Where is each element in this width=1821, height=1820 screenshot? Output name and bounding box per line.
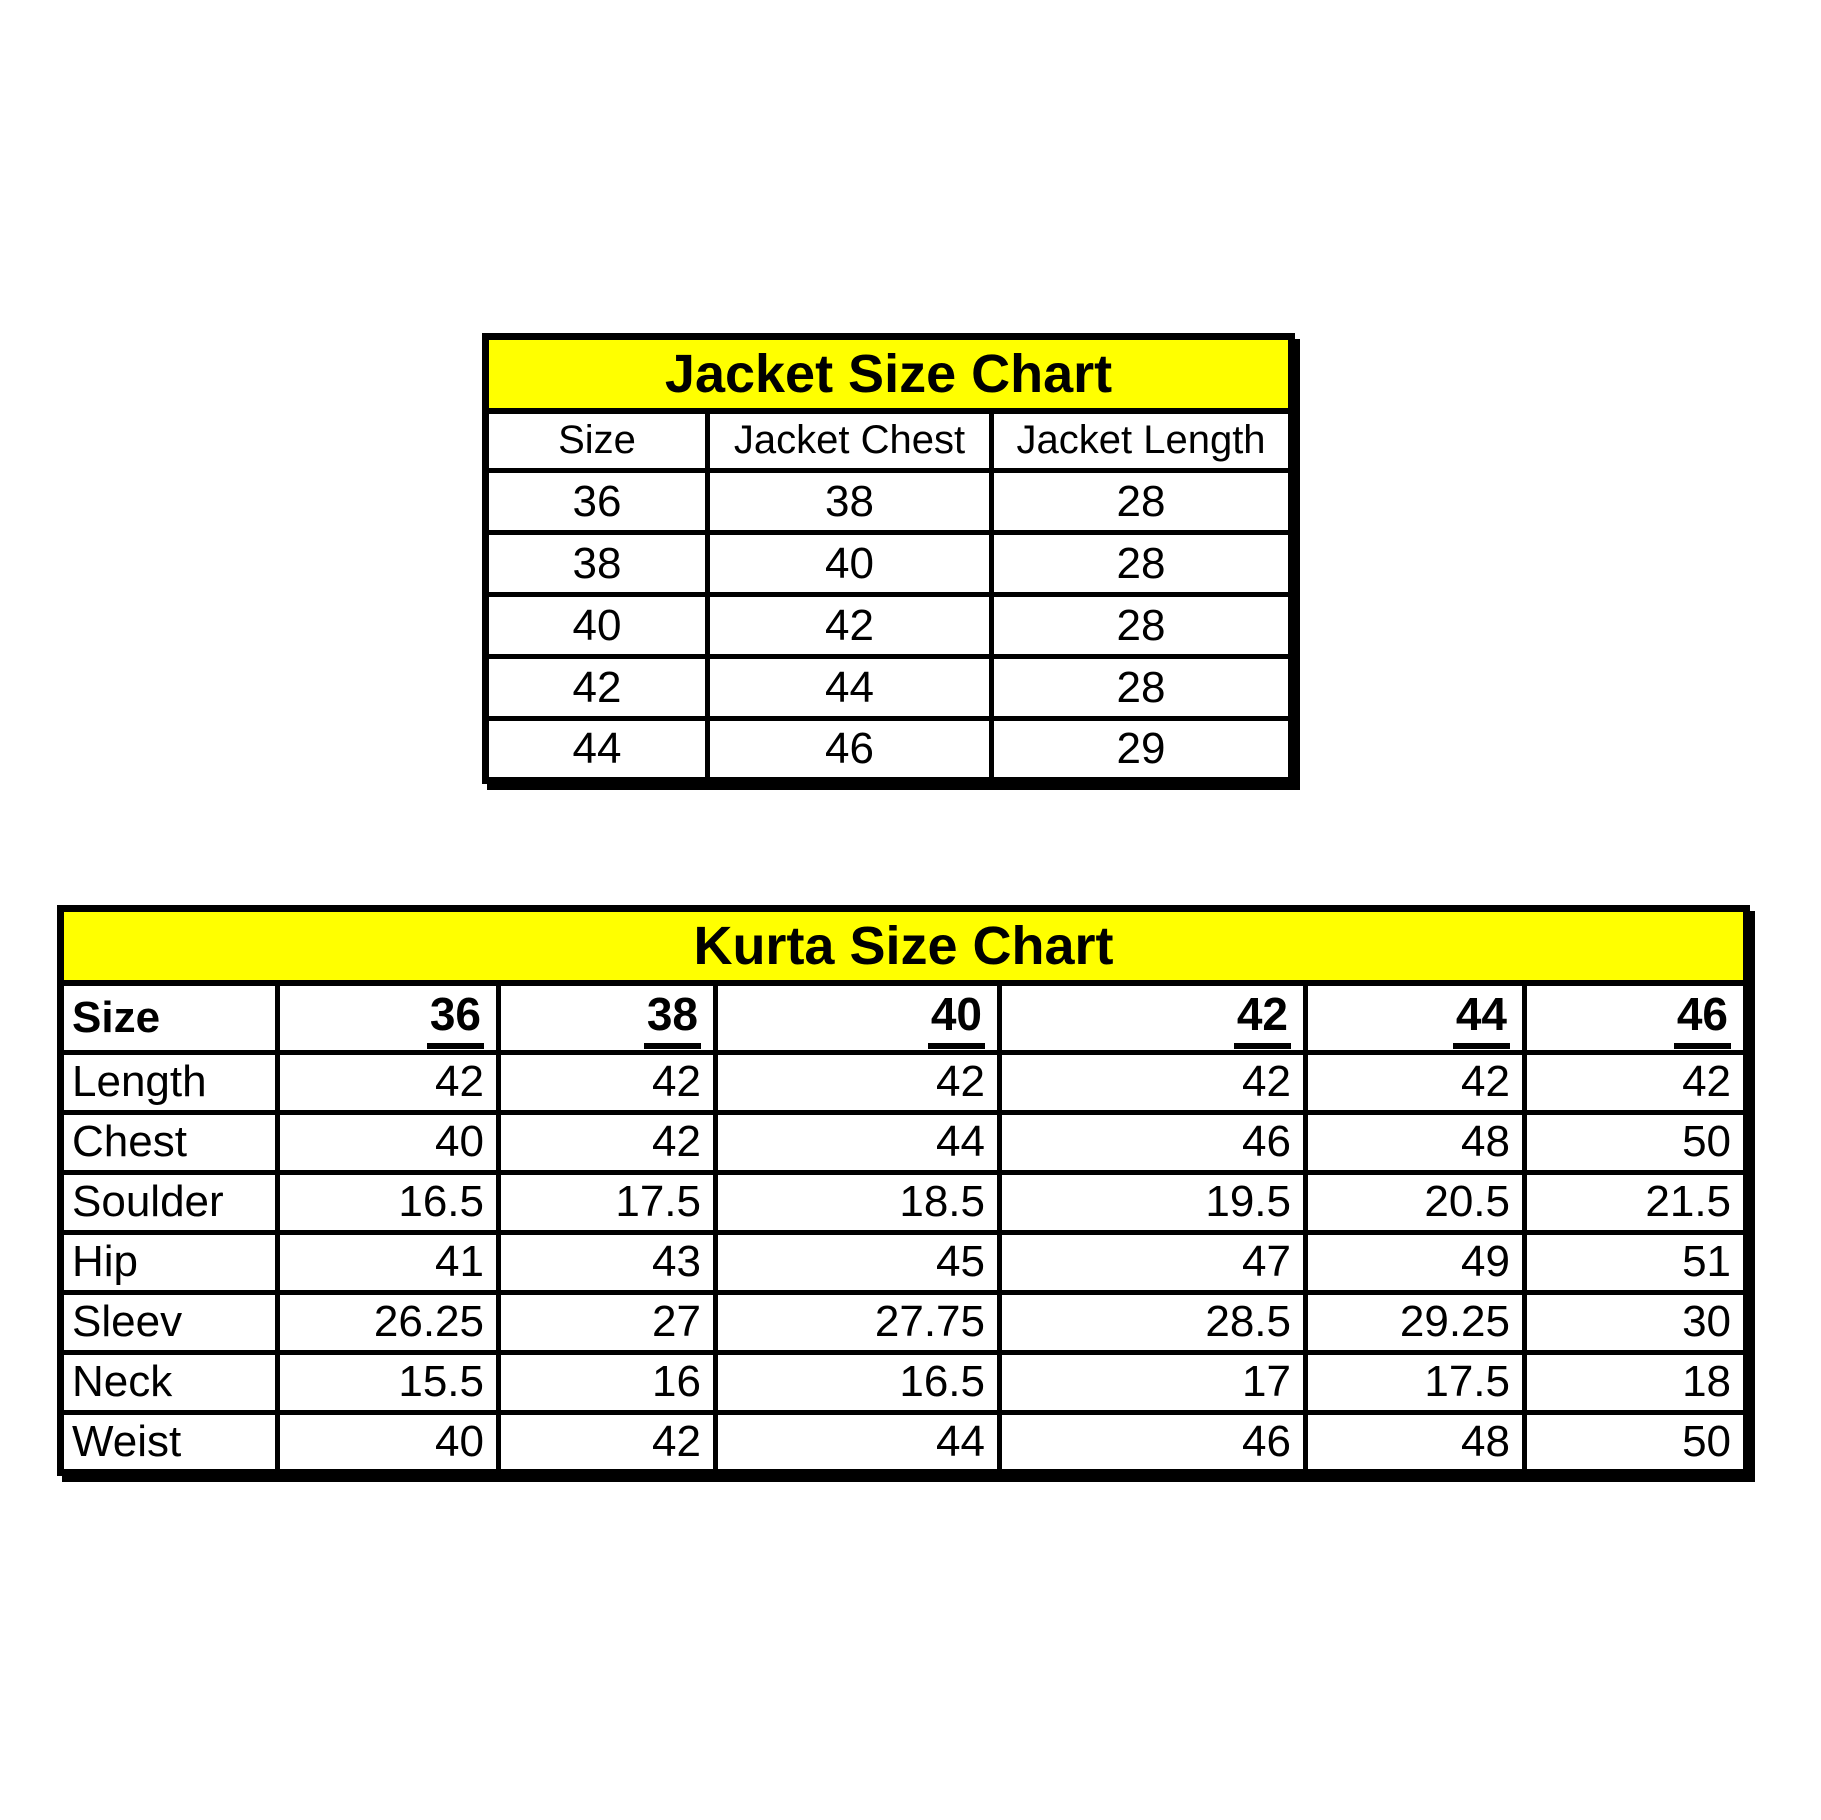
kurta-cell: 42 bbox=[1000, 1052, 1306, 1112]
kurta-size-header-cell bbox=[1000, 983, 1306, 1053]
kurta-cell: 16.5 bbox=[716, 1352, 1000, 1412]
kurta-size-header-cell bbox=[278, 983, 499, 1053]
jacket-cell: 36 bbox=[486, 471, 708, 533]
kurta-cell: 44 bbox=[716, 1412, 1000, 1472]
kurta-row-label: Soulder bbox=[61, 1172, 278, 1232]
kurta-row-label: Sleev bbox=[61, 1292, 278, 1352]
jacket-cell: 40 bbox=[486, 595, 708, 657]
jacket-size-chart-table bbox=[482, 333, 1295, 784]
jacket-cell: 28 bbox=[992, 657, 1292, 719]
kurta-cell: 42 bbox=[1306, 1052, 1525, 1112]
kurta-cell: 44 bbox=[716, 1112, 1000, 1172]
kurta-cell: 17.5 bbox=[1306, 1352, 1525, 1412]
jacket-cell: 44 bbox=[708, 657, 992, 719]
kurta-cell: 27.75 bbox=[716, 1292, 1000, 1352]
kurta-cell: 18.5 bbox=[716, 1172, 1000, 1232]
kurta-table-row bbox=[61, 1112, 1747, 1172]
kurta-cell: 51 bbox=[1525, 1232, 1747, 1292]
kurta-cell: 41 bbox=[278, 1232, 499, 1292]
jacket-col-header-chest: Jacket Chest bbox=[708, 411, 992, 471]
jacket-col-header-length: Jacket Length bbox=[992, 411, 1292, 471]
kurta-cell: 47 bbox=[1000, 1232, 1306, 1292]
kurta-table-row bbox=[61, 1052, 1747, 1112]
kurta-size-value: 42 bbox=[1234, 987, 1291, 1049]
kurta-cell: 27 bbox=[499, 1292, 716, 1352]
jacket-cell: 28 bbox=[992, 595, 1292, 657]
kurta-table-row bbox=[61, 1292, 1747, 1352]
kurta-cell: 40 bbox=[278, 1412, 499, 1472]
jacket-cell: 42 bbox=[708, 595, 992, 657]
kurta-cell: 16 bbox=[499, 1352, 716, 1412]
jacket-table-row bbox=[486, 471, 1292, 533]
jacket-chart-header-row bbox=[486, 411, 1292, 471]
kurta-cell: 42 bbox=[499, 1052, 716, 1112]
kurta-cell: 50 bbox=[1525, 1412, 1747, 1472]
kurta-size-header-cell bbox=[1306, 983, 1525, 1053]
kurta-cell: 42 bbox=[499, 1112, 716, 1172]
jacket-cell: 29 bbox=[992, 719, 1292, 781]
kurta-table-row bbox=[61, 1172, 1747, 1232]
kurta-size-header-cell bbox=[499, 983, 716, 1053]
kurta-cell: 50 bbox=[1525, 1112, 1747, 1172]
kurta-size-value: 38 bbox=[644, 987, 701, 1049]
kurta-chart-title: Kurta Size Chart bbox=[61, 909, 1747, 983]
kurta-size-value: 36 bbox=[427, 987, 484, 1049]
kurta-cell: 43 bbox=[499, 1232, 716, 1292]
jacket-cell: 46 bbox=[708, 719, 992, 781]
jacket-table-row bbox=[486, 719, 1292, 781]
jacket-cell: 38 bbox=[486, 533, 708, 595]
kurta-cell: 26.25 bbox=[278, 1292, 499, 1352]
kurta-cell: 48 bbox=[1306, 1412, 1525, 1472]
jacket-cell: 42 bbox=[486, 657, 708, 719]
kurta-row-label: Weist bbox=[61, 1412, 278, 1472]
jacket-cell: 28 bbox=[992, 533, 1292, 595]
kurta-cell: 17.5 bbox=[499, 1172, 716, 1232]
jacket-table-row bbox=[486, 533, 1292, 595]
kurta-cell: 49 bbox=[1306, 1232, 1525, 1292]
kurta-table-row bbox=[61, 1352, 1747, 1412]
kurta-cell: 42 bbox=[716, 1052, 1000, 1112]
jacket-cell: 28 bbox=[992, 471, 1292, 533]
jacket-table-row bbox=[486, 657, 1292, 719]
kurta-cell: 15.5 bbox=[278, 1352, 499, 1412]
kurta-cell: 46 bbox=[1000, 1412, 1306, 1472]
kurta-cell: 28.5 bbox=[1000, 1292, 1306, 1352]
kurta-size-value: 40 bbox=[928, 987, 985, 1049]
kurta-cell: 16.5 bbox=[278, 1172, 499, 1232]
kurta-table-row bbox=[61, 1412, 1747, 1472]
kurta-size-header-cell bbox=[716, 983, 1000, 1053]
kurta-row-label: Chest bbox=[61, 1112, 278, 1172]
jacket-chart-title-row bbox=[486, 337, 1292, 411]
jacket-col-header-size: Size bbox=[486, 411, 708, 471]
kurta-cell: 30 bbox=[1525, 1292, 1747, 1352]
kurta-cell: 29.25 bbox=[1306, 1292, 1525, 1352]
kurta-cell: 18 bbox=[1525, 1352, 1747, 1412]
kurta-cell: 42 bbox=[1525, 1052, 1747, 1112]
jacket-cell: 44 bbox=[486, 719, 708, 781]
jacket-cell: 40 bbox=[708, 533, 992, 595]
kurta-size-value: 46 bbox=[1674, 987, 1731, 1049]
kurta-table-row bbox=[61, 1232, 1747, 1292]
kurta-size-header-cell bbox=[1525, 983, 1747, 1053]
kurta-row-label: Length bbox=[61, 1052, 278, 1112]
kurta-size-chart-table bbox=[57, 905, 1750, 1476]
kurta-row-label: Neck bbox=[61, 1352, 278, 1412]
kurta-chart-title-row bbox=[61, 909, 1747, 983]
kurta-cell: 40 bbox=[278, 1112, 499, 1172]
kurta-size-value: 44 bbox=[1453, 987, 1510, 1049]
kurta-cell: 20.5 bbox=[1306, 1172, 1525, 1232]
jacket-chart-title: Jacket Size Chart bbox=[486, 337, 1292, 411]
kurta-cell: 45 bbox=[716, 1232, 1000, 1292]
kurta-row-label: Size bbox=[61, 983, 278, 1053]
kurta-cell: 19.5 bbox=[1000, 1172, 1306, 1232]
kurta-cell: 42 bbox=[499, 1412, 716, 1472]
jacket-cell: 38 bbox=[708, 471, 992, 533]
kurta-cell: 42 bbox=[278, 1052, 499, 1112]
kurta-cell: 17 bbox=[1000, 1352, 1306, 1412]
kurta-cell: 48 bbox=[1306, 1112, 1525, 1172]
jacket-table-row bbox=[486, 595, 1292, 657]
kurta-row-label: Hip bbox=[61, 1232, 278, 1292]
kurta-size-header-row bbox=[61, 983, 1747, 1053]
kurta-cell: 21.5 bbox=[1525, 1172, 1747, 1232]
kurta-cell: 46 bbox=[1000, 1112, 1306, 1172]
